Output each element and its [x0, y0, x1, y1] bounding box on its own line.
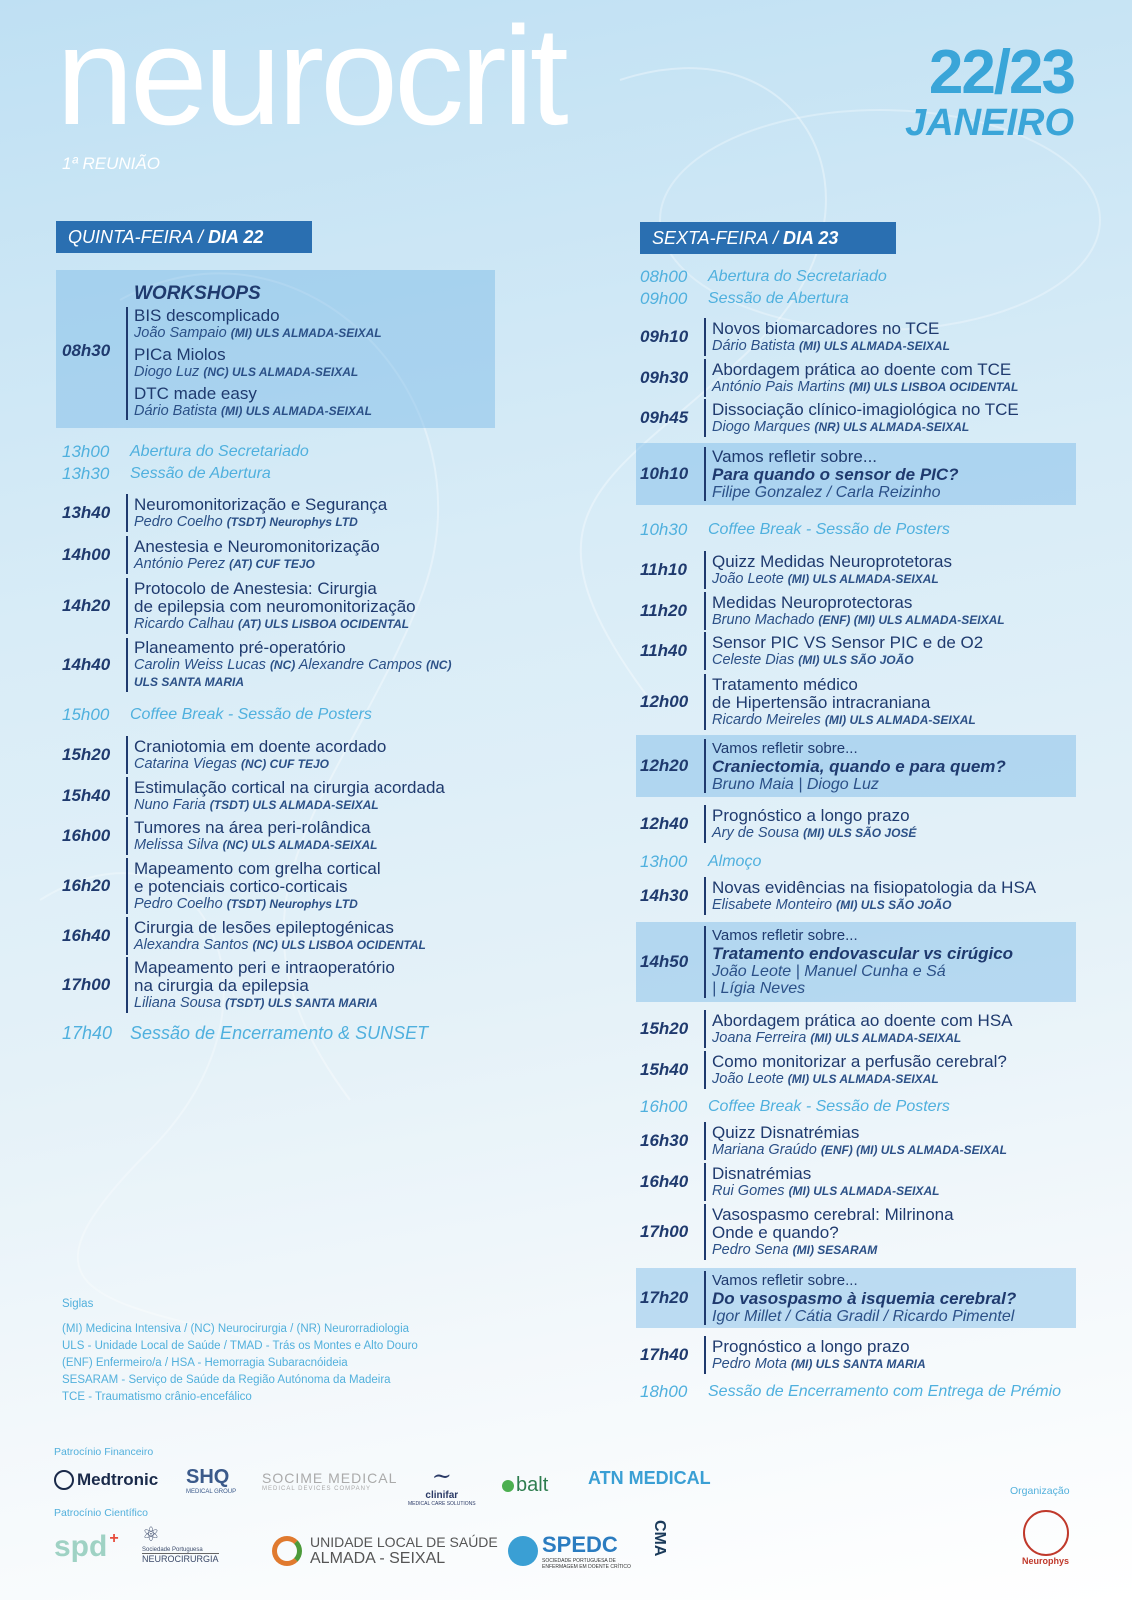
- workshops-title: WORKSHOPS: [134, 282, 261, 304]
- session-item: 15h40 Como monitorizar a perfusão cerebral? João Leote (MI) ULS ALMADA-SEIXAL: [640, 1051, 1007, 1089]
- sponsor-uls-almada: UNIDADE LOCAL DE SAÚDE ALMADA - SEIXAL: [272, 1534, 498, 1568]
- sponsor-spedc: SPEDC SOCIEDADE PORTUGUESA DE ENFERMAGEM EM DOENTE CRÍTICO: [508, 1532, 632, 1570]
- session-item: 12h00 Tratamento médico de Hipertensão intracraniana Ricardo Meireles (MI) ULS ALMADA-SEIXAL: [640, 674, 976, 730]
- sponsor-clinifar: ~ clinifar MEDICAL CARE SOLUTIONS: [408, 1462, 476, 1507]
- sponsor-spd: spd +: [54, 1530, 119, 1563]
- session-item: 14h00 Anestesia e Neuromonitorização António Perez (AT) CUF TEJO: [62, 536, 380, 574]
- sponsor-neurocirurgia: ⚛ Sociedade Portuguesa NEUROCIRURGIA: [142, 1524, 219, 1564]
- abbreviations: Siglas (MI) Medicina Intensiva / (NC) Neurocirurgia / (NR) Neurorradiologia ULS - Unidade Local de Saúde / TMAD - Trás os Montes e Alto Douro (ENF) Enfermeiro/a / HSA - Hemorragia Subaracnóideia SESARAM - Serviço de Saúde da Região Autónoma da Madeira TCE - Traumatismo crânio-encefálico: [62, 1298, 418, 1403]
- organization-label: Organização: [1010, 1485, 1070, 1497]
- session-item: 16h00 Tumores na área peri-rolândica Melissa Silva (NC) ULS ALMADA-SEIXAL: [62, 817, 378, 855]
- session-item: 11h40 Sensor PIC VS Sensor PIC e de O2 Celeste Dias (MI) ULS SÃO JOÃO: [640, 632, 983, 670]
- light-item: Abertura do Secretariado: [708, 268, 887, 285]
- session-item: 09h10 Novos biomarcadores no TCE Dário Batista (MI) ULS ALMADA-SEIXAL: [640, 318, 950, 356]
- session-item: 12h40 Prognóstico a longo prazo Ary de Sousa (MI) ULS SÃO JOSÉ: [640, 805, 916, 843]
- workshop-3-title: DTC made easy: [134, 383, 257, 403]
- session-item: 15h40 Estimulação cortical na cirurgia acordada Nuno Faria (TSDT) ULS ALMADA-SEIXAL: [62, 777, 445, 815]
- session-item: 15h20 Craniotomia em doente acordado Catarina Viegas (NC) CUF TEJO: [62, 736, 386, 774]
- meeting-edition: 1ª REUNIÃO: [62, 154, 160, 173]
- sponsor-cma: CMA: [651, 1520, 668, 1557]
- workshop-2-title: PICa Miolos: [134, 344, 226, 364]
- light-item: Abertura do Secretariado: [130, 443, 309, 460]
- coffee-break: Coffee Break - Sessão de Posters: [130, 706, 372, 723]
- session-item: 14h40 Planeamento pré-operatório Carolin Weiss Lucas (NC) Alexandre Campos (NC) ULS SANTA MARIA: [62, 638, 451, 692]
- event-date: [905, 38, 1074, 144]
- date-month: JANEIRO: [905, 102, 1074, 144]
- session-item: 17h00 Mapeamento peri e intraoperatório na cirurgia da epilepsia Liliana Sousa (TSDT) ULS SANTA MARIA: [62, 957, 395, 1013]
- session-item: 16h40 Cirurgia de lesões epileptogénicas Alexandra Santos (NC) ULS LISBOA OCIDENTAL: [62, 917, 426, 955]
- session-item: 14h20 Protocolo de Anestesia: Cirurgia de epilepsia com neuromonitorização Ricardo Calhau (AT) ULS LISBOA OCIDENTAL: [62, 578, 416, 634]
- reflection-block: 12h20 Vamos refletir sobre... Craniectomia, quando e para quem? Bruno Maia | Diogo Luz: [636, 735, 1076, 797]
- closing-session: Sessão de Encerramento & SUNSET: [130, 1023, 429, 1043]
- sponsor-socime: SOCIME MEDICAL MEDICAL DEVICES COMPANY: [262, 1470, 398, 1492]
- sponsor-medtronic: Medtronic: [54, 1470, 158, 1490]
- lunch: Almoço: [708, 853, 762, 870]
- closing-session: Sessão de Encerramento com Entrega de Prémio: [708, 1383, 1062, 1400]
- session-item: 16h30 Quizz Disnatrémias Mariana Graúdo (ENF) (MI) ULS ALMADA-SEIXAL: [640, 1122, 1007, 1160]
- day2-header: SEXTA-FEIRA / DIA 23: [640, 222, 896, 254]
- session-item: 15h20 Abordagem prática ao doente com HSA Joana Ferreira (MI) ULS ALMADA-SEIXAL: [640, 1010, 1013, 1048]
- reflection-block: 17h20 Vamos refletir sobre... Do vasospasmo à isquemia cerebral? Igor Millet / Cátia Gradil / Ricardo Pimentel: [636, 1268, 1076, 1328]
- sponsor-shq: SHQ MEDICAL GROUP: [186, 1466, 237, 1495]
- light-item: Sessão de Abertura: [130, 465, 271, 482]
- session-item: 13h40 Neuromonitorização e Segurança Pedro Coelho (TSDT) Neurophys LTD: [62, 494, 387, 532]
- session-item: 17h40 Prognóstico a longo prazo Pedro Mota (MI) ULS SANTA MARIA: [640, 1336, 926, 1374]
- session-item: 09h45 Dissociação clínico-imagiológica no TCE Diogo Marques (NR) ULS ALMADA-SEIXAL: [640, 399, 1019, 437]
- sponsor-balt: balt: [502, 1474, 548, 1497]
- workshops-time: 08h30: [62, 341, 111, 360]
- coffee-break: Coffee Break - Sessão de Posters: [708, 521, 950, 538]
- coffee-break: Coffee Break - Sessão de Posters: [708, 1098, 950, 1115]
- reflection-block: 10h10 Vamos refletir sobre... Para quando o sensor de PIC? Filipe Gonzalez / Carla Reizinho: [636, 443, 1076, 505]
- organizer-neurophys: Neurophys: [1022, 1510, 1069, 1566]
- financial-sponsor-label: Patrocínio Financeiro: [54, 1446, 154, 1458]
- light-item: Sessão de Abertura: [708, 290, 849, 307]
- reflection-block: 14h50 Vamos refletir sobre... Tratamento endovascular vs cirúgico João Leote | Manuel Cunha e Sá | Lígia Neves: [636, 922, 1076, 1002]
- session-item: 16h20 Mapeamento com grelha cortical e potenciais cortico-corticais Pedro Coelho (TSDT) Neurophys LTD: [62, 858, 381, 914]
- day1-header: QUINTA-FEIRA / DIA 22: [56, 221, 312, 253]
- sponsor-atn: ATN MEDICAL: [588, 1468, 711, 1488]
- session-item: 11h10 Quizz Medidas Neuroprotetoras João Leote (MI) ULS ALMADA-SEIXAL: [640, 551, 952, 589]
- session-item: 17h00 Vasospasmo cerebral: Milrinona Onde e quando? Pedro Sena (MI) SESARAM: [640, 1204, 954, 1260]
- workshop-1-title: BIS descomplicado: [134, 305, 280, 325]
- session-item: 11h20 Medidas Neuroprotectoras Bruno Machado (ENF) (MI) ULS ALMADA-SEIXAL: [640, 592, 1005, 630]
- session-item: 09h30 Abordagem prática ao doente com TCE António Pais Martins (MI) ULS LISBOA OCIDENTAL: [640, 359, 1018, 397]
- session-item: 14h30 Novas evidências na fisiopatologia da HSA Elisabete Monteiro (MI) ULS SÃO JOÃO: [640, 877, 1036, 915]
- session-item: 16h40 Disnatrémias Rui Gomes (MI) ULS ALMADA-SEIXAL: [640, 1163, 939, 1201]
- workshops-block: 08h30 WORKSHOPS BIS descomplicado João Sampaio (MI) ULS ALMADA-SEIXAL PICa Miolos Diogo Luz (NC) ULS ALMADA-SEIXAL DTC made easy Dário Batista (MI) ULS ALMADA-SEIXAL: [56, 270, 495, 428]
- scientific-sponsor-label: Patrocínio Científico: [54, 1507, 148, 1519]
- event-logo: neurocrit: [56, 0, 565, 154]
- date-days: 22/23: [928, 38, 1074, 107]
